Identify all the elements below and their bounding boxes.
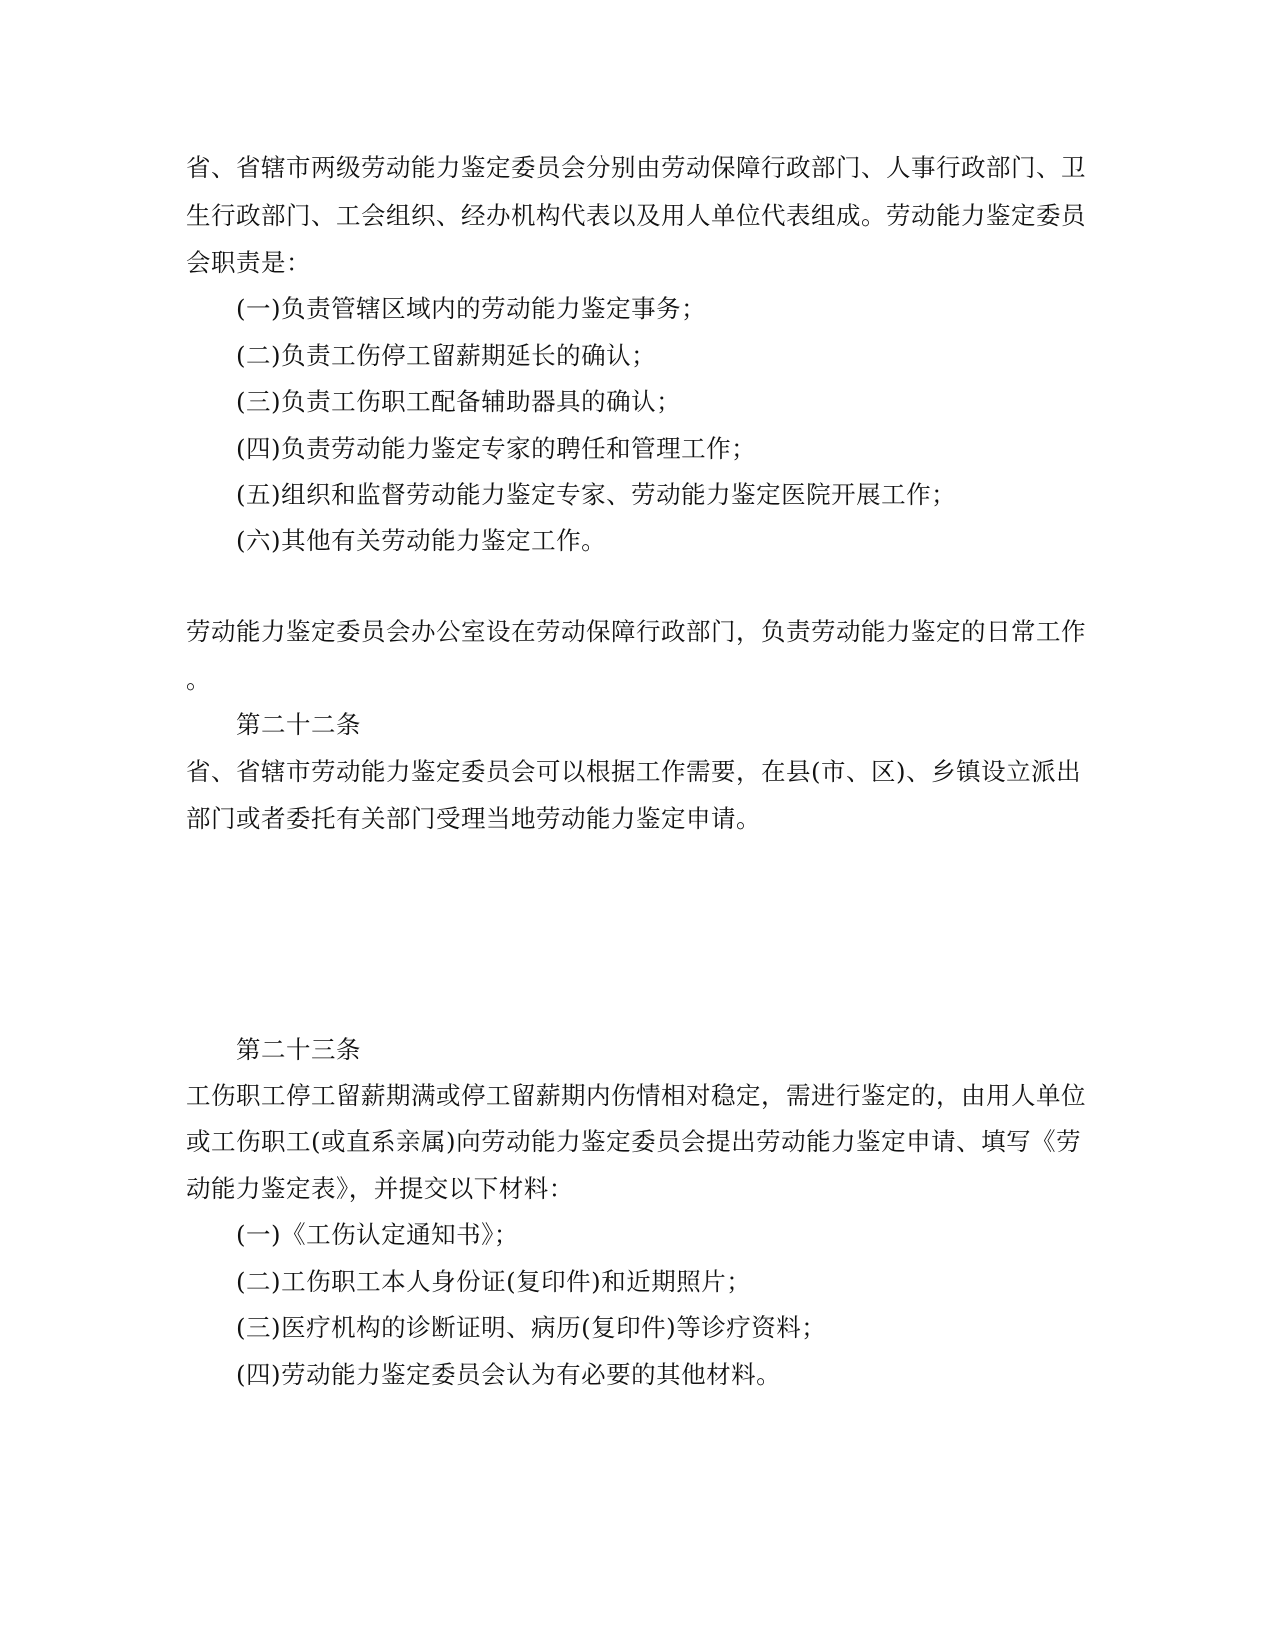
paragraph-line: 动能力鉴定表》，并提交以下材料： xyxy=(186,1174,574,1203)
article-heading: 第二十二条 xyxy=(236,710,361,739)
paragraph-line: 工伤职工停工留薪期满或停工留薪期内伤情相对稳定，需进行鉴定的，由用人单位 xyxy=(186,1081,1086,1110)
paragraph-line: 会职责是： xyxy=(186,248,311,277)
material-item: (三)医疗机构的诊断证明、病历(复印件)等诊疗资料； xyxy=(236,1313,827,1342)
article-heading: 第二十三条 xyxy=(236,1035,361,1064)
paragraph-line: 省、省辖市两级劳动能力鉴定委员会分别由劳动保障行政部门、人事行政部门、卫 xyxy=(186,153,1086,182)
paragraph-line: 或工伤职工(或直系亲属)向劳动能力鉴定委员会提出劳动能力鉴定申请、填写《劳 xyxy=(186,1127,1082,1156)
duty-item: (二)负责工伤停工留薪期延长的确认； xyxy=(236,341,657,370)
material-item: (一)《工伤认定通知书》； xyxy=(236,1220,519,1249)
paragraph-line: 部门或者委托有关部门受理当地劳动能力鉴定申请。 xyxy=(186,804,761,833)
paragraph-line: 生行政部门、工会组织、经办机构代表以及用人单位代表组成。劳动能力鉴定委员 xyxy=(186,201,1086,230)
paragraph-line: 。 xyxy=(186,665,211,694)
duty-item: (四)负责劳动能力鉴定专家的聘任和管理工作； xyxy=(236,434,757,463)
paragraph-line: 劳动能力鉴定委员会办公室设在劳动保障行政部门，负责劳动能力鉴定的日常工作 xyxy=(186,617,1086,646)
duty-item: (六)其他有关劳动能力鉴定工作。 xyxy=(236,526,607,555)
material-item: (四)劳动能力鉴定委员会认为有必要的其他材料。 xyxy=(236,1360,782,1389)
material-item: (二)工伤职工本人身份证(复印件)和近期照片； xyxy=(236,1267,752,1296)
duty-item: (三)负责工伤职工配备辅助器具的确认； xyxy=(236,387,682,416)
duty-item: (五)组织和监督劳动能力鉴定专家、劳动能力鉴定医院开展工作； xyxy=(236,480,957,509)
duty-item: (一)负责管辖区域内的劳动能力鉴定事务； xyxy=(236,294,707,323)
paragraph-line: 省、省辖市劳动能力鉴定委员会可以根据工作需要，在县(市、区)、乡镇设立派出 xyxy=(186,757,1082,786)
